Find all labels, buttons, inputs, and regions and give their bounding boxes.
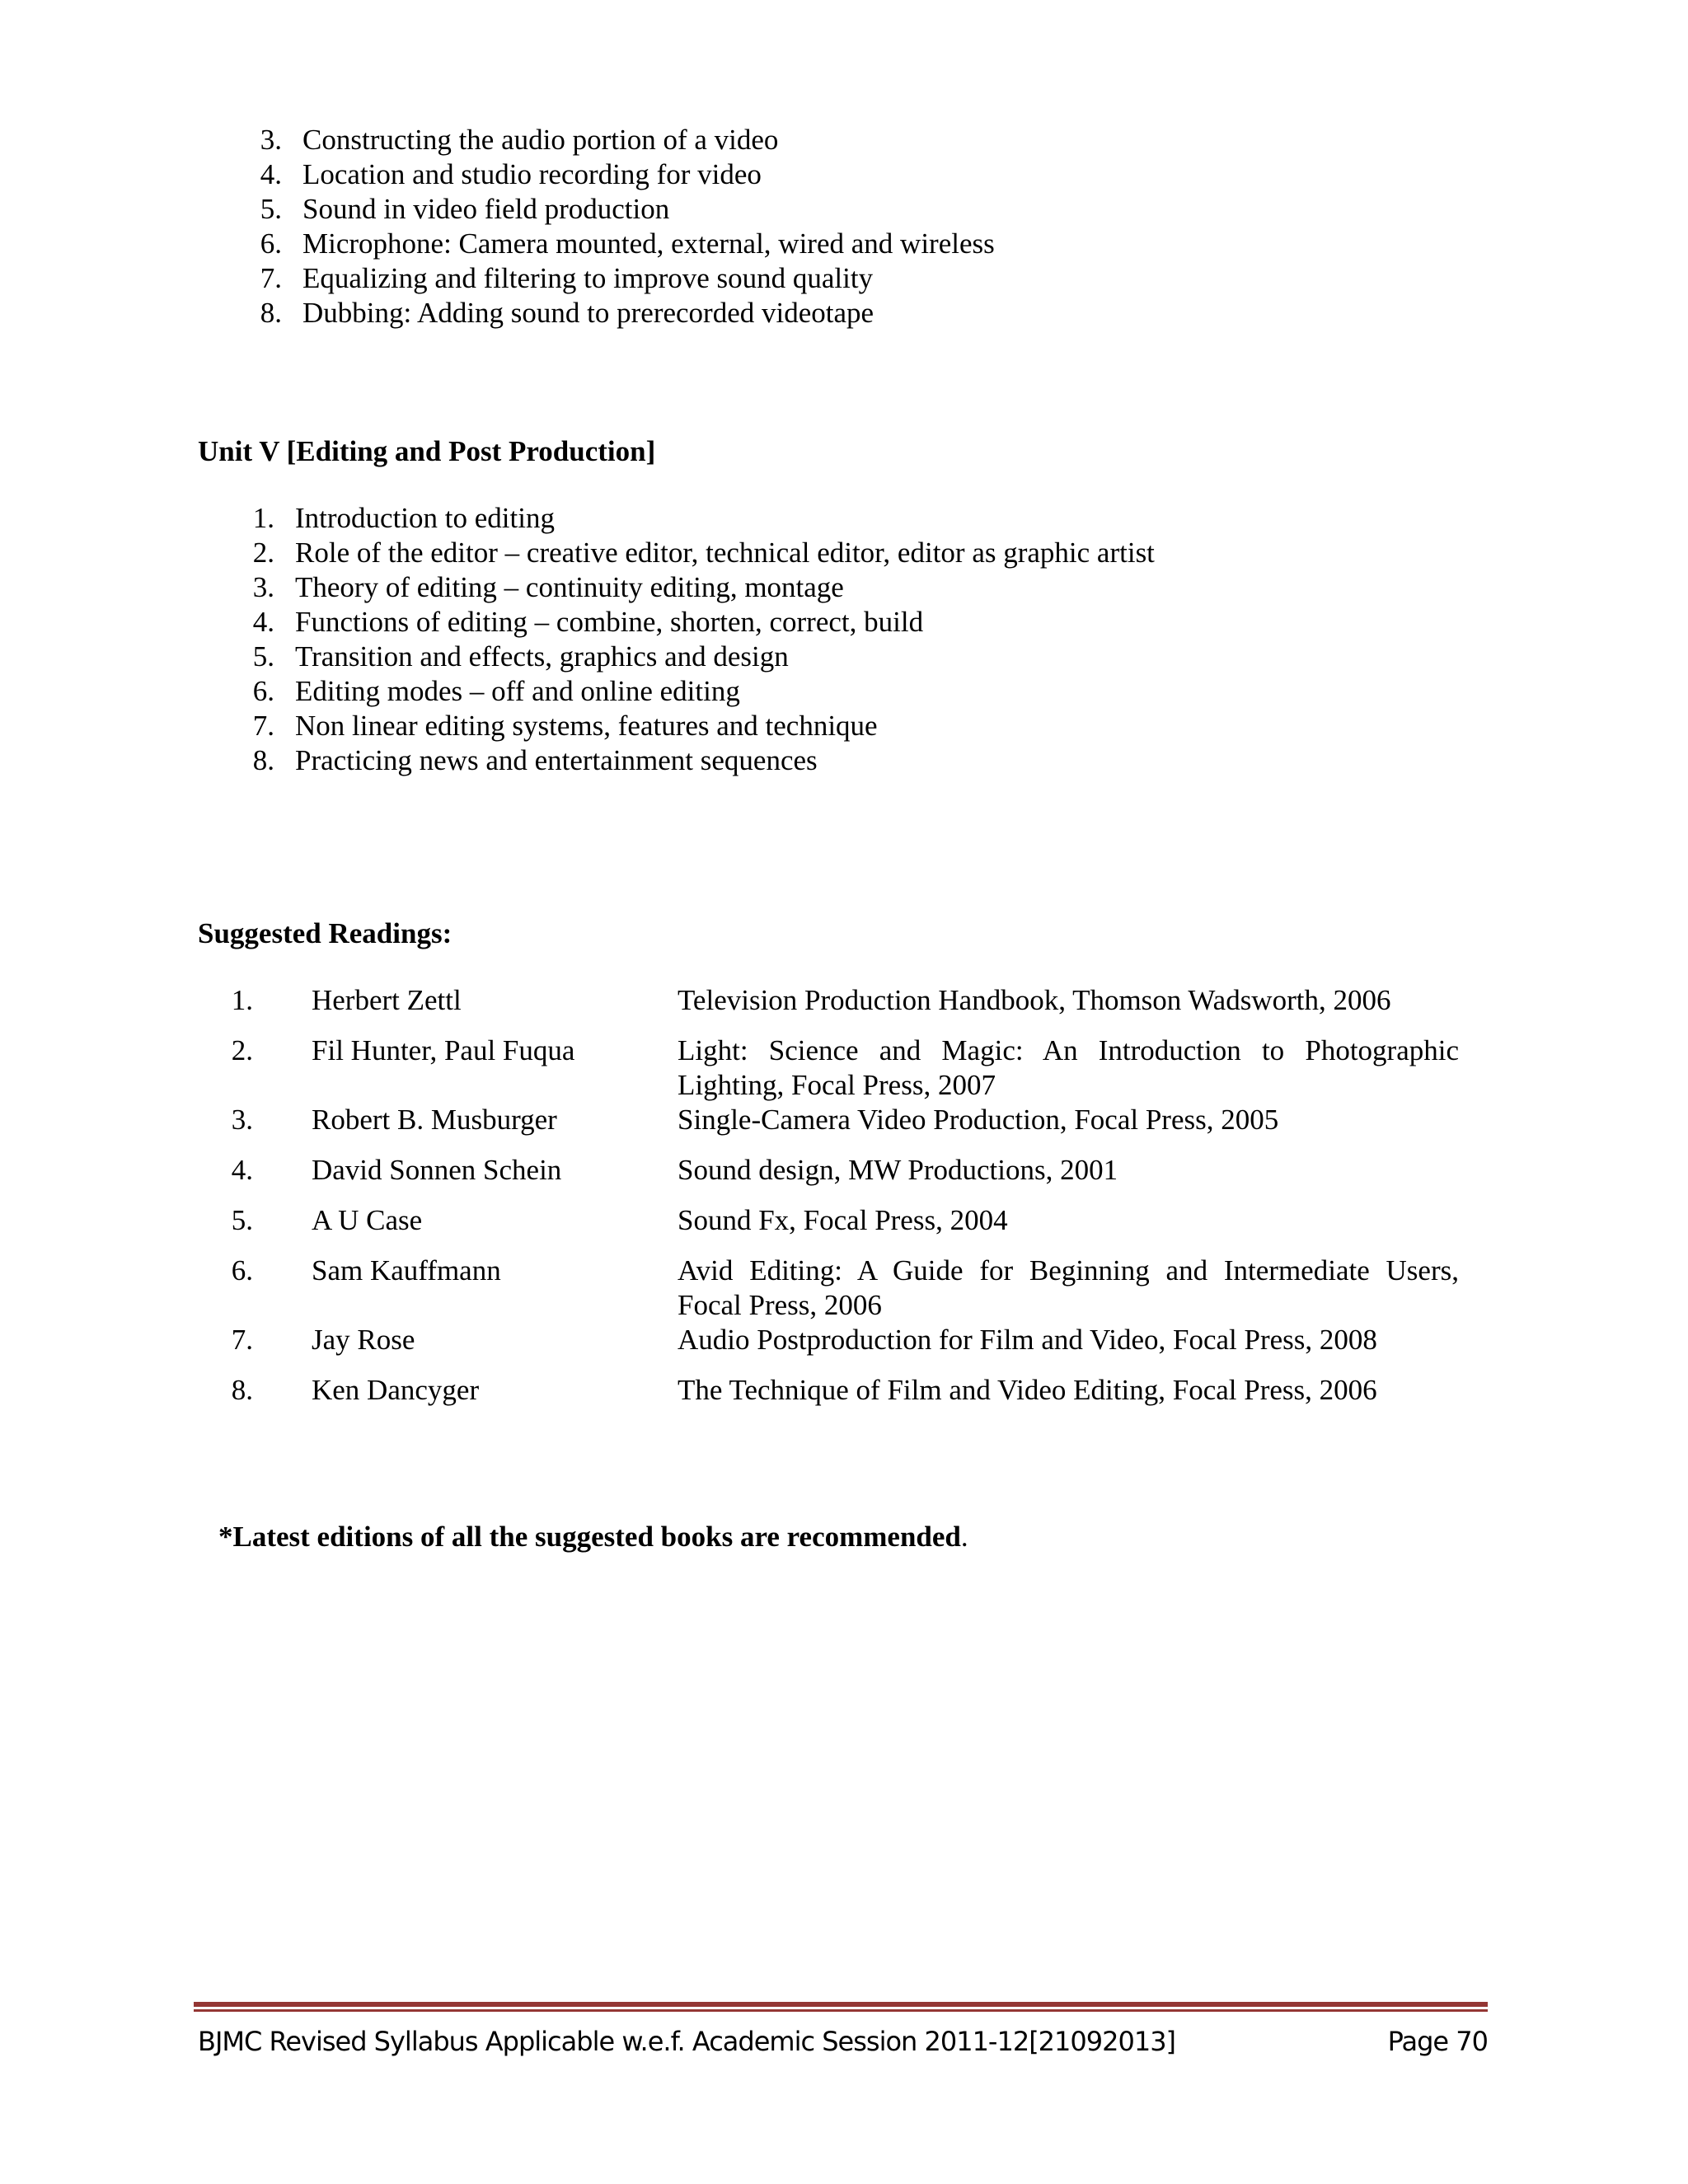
item-text: Theory of editing – continuity editing, montage	[295, 571, 844, 603]
item-number: 7.	[260, 262, 282, 294]
table-row	[198, 1153, 1459, 1203]
reading-author: A U Case	[312, 1204, 423, 1236]
item-text: Transition and effects, graphics and design	[295, 640, 789, 673]
item-number: 5.	[260, 193, 282, 225]
item-number: 8.	[260, 297, 282, 329]
reading-title-line: Avid Editing: A Guide for Beginning and Intermediate Users,	[678, 1254, 1459, 1286]
item-text: Functions of editing – combine, shorten, correct, build	[295, 606, 924, 638]
item-number: 6.	[260, 227, 282, 260]
reading-title	[678, 1373, 1459, 1408]
reading-title-line: Light: Science and Magic: An Introduction to Photographic	[678, 1034, 1459, 1066]
item-number: 6.	[252, 675, 274, 707]
table-row	[198, 1033, 1459, 1103]
unit-v-heading: Unit V [Editing and Post Production]	[198, 435, 656, 467]
item-number: 7.	[252, 710, 274, 742]
item-text: Equalizing and filtering to improve sound quality	[302, 262, 874, 294]
reading-number: 4.	[231, 1154, 253, 1186]
editions-note-bold: *Latest editions of all the suggested books are recommended	[218, 1521, 961, 1553]
reading-author: Fil Hunter, Paul Fuqua	[312, 1034, 575, 1066]
reading-title	[678, 1323, 1459, 1357]
table-row	[198, 1323, 1459, 1373]
reading-title-line: Lighting, Focal Press, 2007	[678, 1069, 996, 1101]
reading-number: 3.	[231, 1104, 253, 1136]
reading-title	[678, 1203, 1459, 1238]
reading-number: 5.	[231, 1204, 253, 1236]
table-row	[198, 1254, 1459, 1323]
item-number: 3.	[252, 571, 274, 603]
reading-author: Sam Kauffmann	[312, 1254, 501, 1286]
reading-title	[678, 1254, 1459, 1323]
reading-title	[678, 983, 1459, 1018]
item-text: Introduction to editing	[295, 502, 555, 534]
suggested-readings-heading: Suggested Readings:	[198, 917, 452, 949]
reading-author: Herbert Zettl	[312, 984, 462, 1016]
reading-title-line: Focal Press, 2006	[678, 1289, 882, 1321]
readings-table	[198, 983, 1459, 1423]
reading-number: 8.	[231, 1374, 253, 1406]
item-text: Microphone: Camera mounted, external, wired and wireless	[302, 227, 995, 260]
item-number: 3.	[260, 124, 282, 156]
item-number: 1.	[252, 502, 274, 534]
item-text: Non linear editing systems, features and technique	[295, 710, 878, 742]
editions-note	[218, 1520, 968, 1554]
footer-page-number: Page 70	[1387, 2026, 1488, 2057]
item-text: Constructing the audio portion of a video	[302, 124, 779, 156]
reading-author: Ken Dancyger	[312, 1374, 480, 1406]
reading-number: 7.	[231, 1324, 253, 1356]
reading-title-line: Sound design, MW Productions, 2001	[678, 1154, 1118, 1186]
footer-rule	[194, 2002, 1488, 2012]
reading-title-line: Single-Camera Video Production, Focal Press, 2005	[678, 1104, 1279, 1136]
reading-title	[678, 1153, 1459, 1188]
table-row	[198, 983, 1459, 1033]
reading-number: 1.	[231, 984, 253, 1016]
item-number: 5.	[252, 640, 274, 673]
item-number: 4.	[252, 606, 274, 638]
reading-author: Robert B. Musburger	[312, 1104, 557, 1136]
item-number: 2.	[252, 537, 274, 569]
table-row	[198, 1203, 1459, 1254]
item-text: Role of the editor – creative editor, technical editor, editor as graphic artist	[295, 537, 1155, 569]
reading-title	[678, 1033, 1459, 1103]
reading-title-line: Sound Fx, Focal Press, 2004	[678, 1204, 1008, 1236]
footer-rule-thin	[194, 2009, 1488, 2012]
item-number: 4.	[260, 158, 282, 190]
table-row	[198, 1103, 1459, 1153]
reading-title	[678, 1103, 1459, 1137]
table-row	[198, 1373, 1459, 1423]
reading-number: 2.	[231, 1034, 253, 1066]
item-text: Location and studio recording for video	[302, 158, 762, 190]
reading-author: Jay Rose	[312, 1324, 415, 1356]
reading-number: 6.	[231, 1254, 253, 1286]
item-text: Editing modes – off and online editing	[295, 675, 740, 707]
reading-title-line: Television Production Handbook, Thomson Wadsworth, 2006	[678, 984, 1391, 1016]
reading-title-line: Audio Postproduction for Film and Video, Focal Press, 2008	[678, 1324, 1377, 1356]
item-number: 8.	[252, 744, 274, 776]
item-text: Dubbing: Adding sound to prerecorded videotape	[302, 297, 874, 329]
item-text: Sound in video field production	[302, 193, 670, 225]
reading-author: David Sonnen Schein	[312, 1154, 562, 1186]
footer-rule-thick	[194, 2002, 1488, 2007]
footer-syllabus-title: BJMC Revised Syllabus Applicable w.e.f. Academic Session 2011-12[21092013]	[198, 2026, 1176, 2057]
item-text: Practicing news and entertainment sequences	[295, 744, 818, 776]
reading-title-line: The Technique of Film and Video Editing, Focal Press, 2006	[678, 1374, 1377, 1406]
editions-note-tail: .	[960, 1521, 968, 1553]
